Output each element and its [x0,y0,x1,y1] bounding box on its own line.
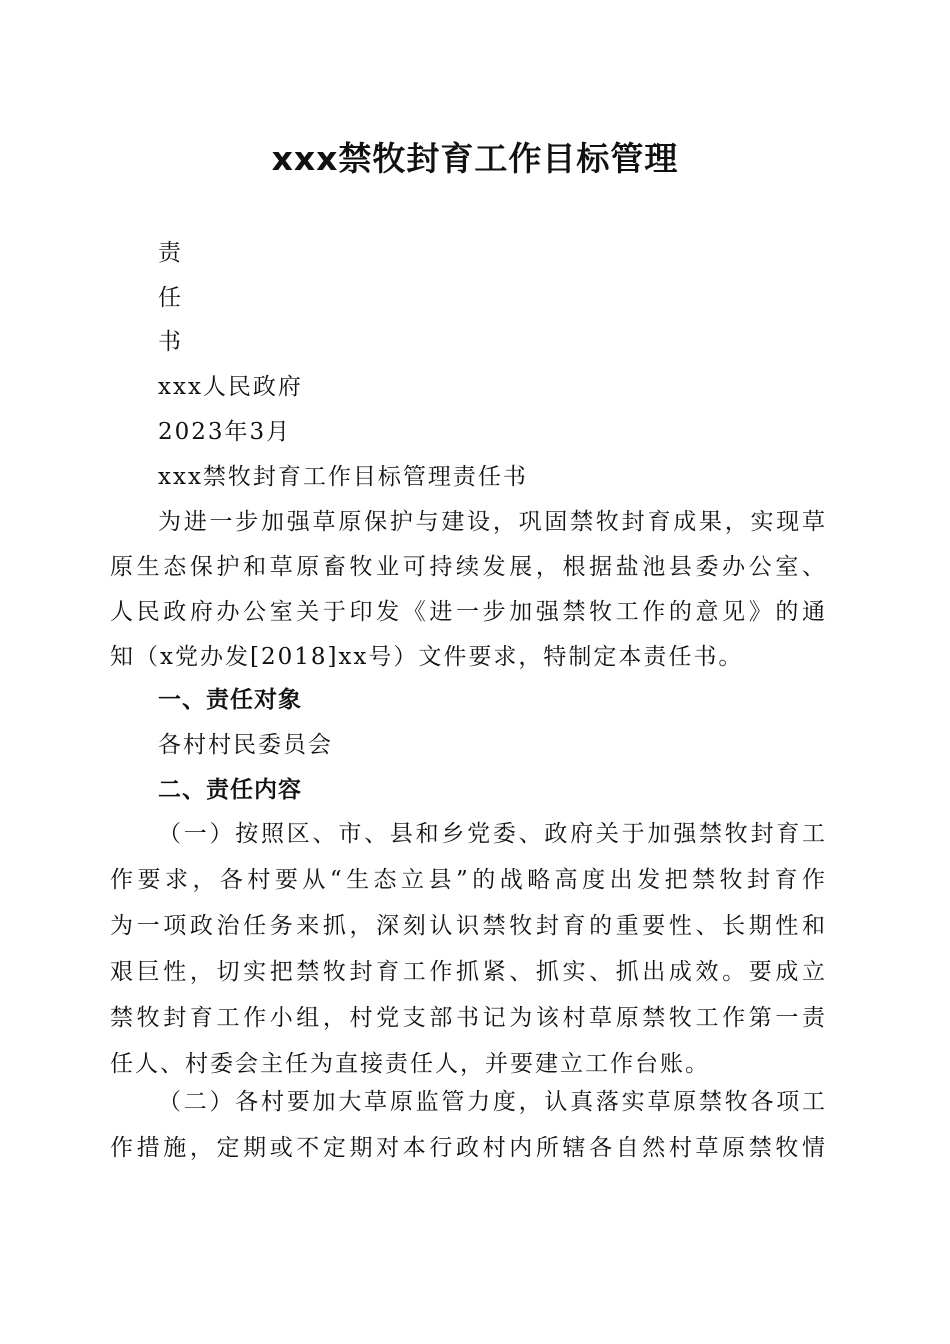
section-1-text: 各村村民委员会 [158,732,333,758]
paragraph-line: 为进一步加强草原保护与建设，巩固禁牧封育成果，实现草 [158,509,825,535]
section-heading-1: 一、责任对象 [158,687,302,713]
paragraph-line: 作要求，各村要从“生态立县”的战略高度出发把禁牧封育作 [110,867,825,893]
paragraph-line: 知（x党办发[2018]xx号）文件要求，特制定本责任书。 [110,644,744,670]
paragraph-line: 禁牧封育工作小组，村党支部书记为该村草原禁牧工作第一责 [110,1005,825,1031]
paragraph-line: 作措施，定期或不定期对本行政村内所辖各自然村草原禁牧情 [110,1135,825,1161]
paragraph-line: 艰巨性，切实把禁牧封育工作抓紧、抓实、抓出成效。要成立 [110,959,825,985]
paragraph-line: （一）按照区、市、县和乡党委、政府关于加强禁牧封育工 [158,821,825,847]
paragraph-line: 人民政府办公室关于印发《进一步加强禁牧工作的意见》的通 [110,599,825,625]
date-line: 2023年3月 [158,419,292,445]
issuer-line: xxx人民政府 [158,374,303,400]
paragraph-line: （二）各村要加大草原监管力度，认真落实草原禁牧各项工 [158,1089,825,1115]
paragraph-line: 为一项政治任务来抓，深刻认识禁牧封育的重要性、长期性和 [110,913,825,939]
cover-line-1: 责 [158,240,183,266]
paragraph-line: 原生态保护和草原畜牧业可持续发展，根据盐池县委办公室、 [110,554,825,580]
document-title: xxx禁牧封育工作目标管理 [271,139,679,178]
cover-line-2: 任 [158,285,183,311]
section-heading-2: 二、责任内容 [158,777,302,803]
cover-line-3: 书 [158,329,183,355]
paragraph-line: 任人、村委会主任为直接责任人，并要建立工作台账。 [110,1051,710,1077]
subtitle-line: xxx禁牧封育工作目标管理责任书 [158,464,528,490]
